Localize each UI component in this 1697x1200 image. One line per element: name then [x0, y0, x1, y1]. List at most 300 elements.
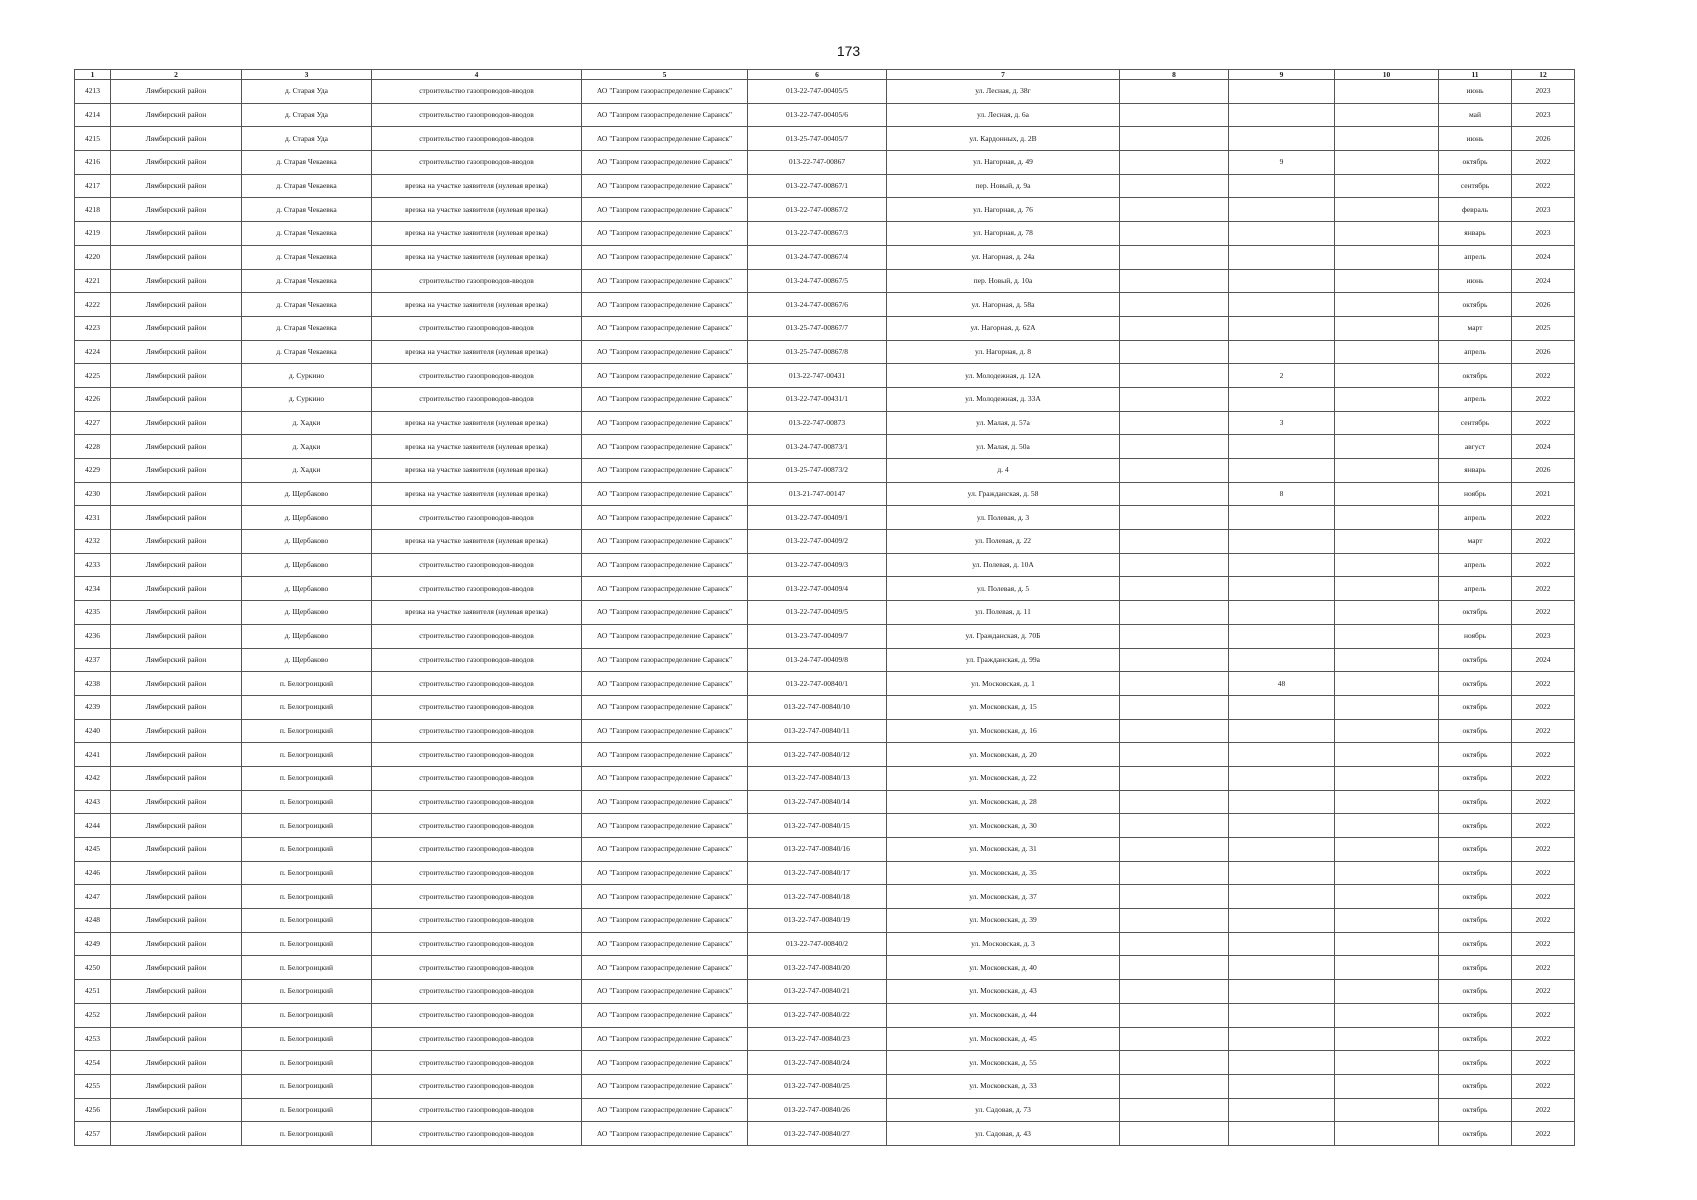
- row-number-cell: 4241: [75, 743, 111, 767]
- col10-cell: [1335, 269, 1439, 293]
- table-row: [75, 1003, 1575, 1027]
- year-cell: 2024: [1512, 648, 1575, 672]
- col10-cell: [1335, 411, 1439, 435]
- table-row: [75, 1051, 1575, 1075]
- contract-number-cell: 013-22-747-00840/19: [748, 909, 887, 933]
- col8-cell: [1120, 838, 1229, 862]
- contract-number-cell: 013-22-747-00431/1: [748, 387, 887, 411]
- work-type-cell: строительство газопроводов-вводов: [372, 695, 582, 719]
- settlement-cell: д. Хадки: [242, 435, 372, 459]
- work-type-cell: строительство газопроводов-вводов: [372, 672, 582, 696]
- work-type-cell: врезка на участке заявителя (нулевая врезка): [372, 245, 582, 269]
- district-cell: Лямбирский район: [111, 1098, 242, 1122]
- district-cell: Лямбирский район: [111, 482, 242, 506]
- settlement-cell: п. Белогроицкий: [242, 932, 372, 956]
- work-type-cell: строительство газопроводов-вводов: [372, 743, 582, 767]
- year-cell: 2022: [1512, 909, 1575, 933]
- month-cell: октябрь: [1439, 719, 1512, 743]
- col10-cell: [1335, 672, 1439, 696]
- work-type-cell: строительство газопроводов-вводов: [372, 269, 582, 293]
- district-cell: Лямбирский район: [111, 293, 242, 317]
- month-cell: октябрь: [1439, 293, 1512, 317]
- month-cell: март: [1439, 316, 1512, 340]
- col8-cell: [1120, 719, 1229, 743]
- table-row: [75, 885, 1575, 909]
- col9-cell: [1229, 1027, 1335, 1051]
- contract-number-cell: 013-22-747-00867/2: [748, 198, 887, 222]
- col10-cell: [1335, 1027, 1439, 1051]
- contract-number-cell: 013-25-747-00867/7: [748, 316, 887, 340]
- organization-cell: АО "Газпром газораспределение Саранск": [582, 577, 748, 601]
- col8-cell: [1120, 340, 1229, 364]
- table-row: [75, 1122, 1575, 1146]
- table-row: [75, 553, 1575, 577]
- month-cell: октябрь: [1439, 1027, 1512, 1051]
- table-row: [75, 198, 1575, 222]
- organization-cell: АО "Газпром газораспределение Саранск": [582, 790, 748, 814]
- organization-cell: АО "Газпром газораспределение Саранск": [582, 293, 748, 317]
- address-cell: пер. Новый, д. 9а: [887, 174, 1120, 198]
- organization-cell: АО "Газпром газораспределение Саранск": [582, 198, 748, 222]
- work-type-cell: строительство газопроводов-вводов: [372, 1122, 582, 1146]
- district-cell: Лямбирский район: [111, 838, 242, 862]
- work-type-cell: врезка на участке заявителя (нулевая врезка): [372, 174, 582, 198]
- settlement-cell: п. Белогроицкий: [242, 1122, 372, 1146]
- col8-cell: [1120, 222, 1229, 246]
- settlement-cell: д. Щербаково: [242, 530, 372, 554]
- district-cell: Лямбирский район: [111, 553, 242, 577]
- month-cell: октябрь: [1439, 814, 1512, 838]
- district-cell: Лямбирский район: [111, 269, 242, 293]
- col10-cell: [1335, 790, 1439, 814]
- col10-cell: [1335, 127, 1439, 151]
- month-cell: январь: [1439, 222, 1512, 246]
- organization-cell: АО "Газпром газораспределение Саранск": [582, 222, 748, 246]
- table-row: [75, 814, 1575, 838]
- col8-cell: [1120, 743, 1229, 767]
- work-type-cell: врезка на участке заявителя (нулевая врезка): [372, 601, 582, 625]
- month-cell: май: [1439, 103, 1512, 127]
- year-cell: 2022: [1512, 364, 1575, 388]
- col8-cell: [1120, 364, 1229, 388]
- contract-number-cell: 013-22-747-00840/26: [748, 1098, 887, 1122]
- work-type-cell: строительство газопроводов-вводов: [372, 1074, 582, 1098]
- work-type-cell: строительство газопроводов-вводов: [372, 553, 582, 577]
- month-cell: июнь: [1439, 269, 1512, 293]
- contract-number-cell: 013-24-747-00873/1: [748, 435, 887, 459]
- work-type-cell: строительство газопроводов-вводов: [372, 885, 582, 909]
- contract-number-cell: 013-22-747-00840/1: [748, 672, 887, 696]
- address-cell: ул. Гражданская, д. 58: [887, 482, 1120, 506]
- organization-cell: АО "Газпром газораспределение Саранск": [582, 387, 748, 411]
- year-cell: 2022: [1512, 861, 1575, 885]
- organization-cell: АО "Газпром газораспределение Саранск": [582, 316, 748, 340]
- district-cell: Лямбирский район: [111, 672, 242, 696]
- row-number-cell: 4252: [75, 1003, 111, 1027]
- page-number: 173: [836, 43, 861, 59]
- table-row: [75, 103, 1575, 127]
- col10-cell: [1335, 364, 1439, 388]
- address-cell: ул. Московская, д. 43: [887, 980, 1120, 1004]
- month-cell: октябрь: [1439, 648, 1512, 672]
- contract-number-cell: 013-22-747-00840/25: [748, 1074, 887, 1098]
- col9-cell: [1229, 1074, 1335, 1098]
- month-cell: сентябрь: [1439, 411, 1512, 435]
- header-cell-10: 10: [1335, 70, 1439, 80]
- col9-cell: [1229, 743, 1335, 767]
- district-cell: Лямбирский район: [111, 245, 242, 269]
- work-type-cell: врезка на участке заявителя (нулевая врезка): [372, 530, 582, 554]
- address-cell: ул. Московская, д. 39: [887, 909, 1120, 933]
- col9-cell: [1229, 861, 1335, 885]
- work-type-cell: врезка на участке заявителя (нулевая врезка): [372, 482, 582, 506]
- address-cell: ул. Нагорная, д. 58а: [887, 293, 1120, 317]
- table-row: [75, 695, 1575, 719]
- row-number-cell: 4230: [75, 482, 111, 506]
- year-cell: 2022: [1512, 885, 1575, 909]
- col9-cell: [1229, 814, 1335, 838]
- row-number-cell: 4257: [75, 1122, 111, 1146]
- col9-cell: [1229, 719, 1335, 743]
- row-number-cell: 4232: [75, 530, 111, 554]
- contract-number-cell: 013-22-747-00840/21: [748, 980, 887, 1004]
- organization-cell: АО "Газпром газораспределение Саранск": [582, 364, 748, 388]
- row-number-cell: 4237: [75, 648, 111, 672]
- work-type-cell: строительство газопроводов-вводов: [372, 861, 582, 885]
- col9-cell: [1229, 198, 1335, 222]
- col9-cell: [1229, 577, 1335, 601]
- header-cell-7: 7: [887, 70, 1120, 80]
- col8-cell: [1120, 766, 1229, 790]
- col10-cell: [1335, 435, 1439, 459]
- settlement-cell: п. Белогроицкий: [242, 719, 372, 743]
- address-cell: ул. Полевая, д. 5: [887, 577, 1120, 601]
- address-cell: ул. Полевая, д. 3: [887, 506, 1120, 530]
- month-cell: август: [1439, 435, 1512, 459]
- col9-cell: [1229, 932, 1335, 956]
- organization-cell: АО "Газпром газораспределение Саранск": [582, 269, 748, 293]
- district-cell: Лямбирский район: [111, 151, 242, 175]
- table-row: [75, 909, 1575, 933]
- district-cell: Лямбирский район: [111, 932, 242, 956]
- organization-cell: АО "Газпром газораспределение Саранск": [582, 80, 748, 104]
- header-cell-6: 6: [748, 70, 887, 80]
- settlement-cell: п. Белогроицкий: [242, 885, 372, 909]
- row-number-cell: 4227: [75, 411, 111, 435]
- col10-cell: [1335, 861, 1439, 885]
- address-cell: ул. Полевая, д. 22: [887, 530, 1120, 554]
- district-cell: Лямбирский район: [111, 364, 242, 388]
- col9-cell: [1229, 909, 1335, 933]
- year-cell: 2022: [1512, 553, 1575, 577]
- contract-number-cell: 013-22-747-00840/16: [748, 838, 887, 862]
- address-cell: ул. Московская, д. 45: [887, 1027, 1120, 1051]
- address-cell: ул. Садовая, д. 73: [887, 1098, 1120, 1122]
- address-cell: ул. Малая, д. 57а: [887, 411, 1120, 435]
- col10-cell: [1335, 340, 1439, 364]
- settlement-cell: д. Щербаково: [242, 553, 372, 577]
- settlement-cell: д. Старая Чекаевка: [242, 269, 372, 293]
- col9-cell: [1229, 766, 1335, 790]
- col9-cell: 8: [1229, 482, 1335, 506]
- contract-number-cell: 013-22-747-00840/2: [748, 932, 887, 956]
- row-number-cell: 4229: [75, 459, 111, 483]
- col10-cell: [1335, 1122, 1439, 1146]
- col10-cell: [1335, 103, 1439, 127]
- row-number-cell: 4220: [75, 245, 111, 269]
- month-cell: октябрь: [1439, 672, 1512, 696]
- work-type-cell: строительство газопроводов-вводов: [372, 1051, 582, 1075]
- contract-number-cell: 013-23-747-00409/7: [748, 624, 887, 648]
- month-cell: сентябрь: [1439, 174, 1512, 198]
- settlement-cell: п. Белогроицкий: [242, 909, 372, 933]
- district-cell: Лямбирский район: [111, 624, 242, 648]
- contract-number-cell: 013-22-747-00409/3: [748, 553, 887, 577]
- col9-cell: 9: [1229, 151, 1335, 175]
- row-number-cell: 4249: [75, 932, 111, 956]
- month-cell: октябрь: [1439, 909, 1512, 933]
- table-row: [75, 624, 1575, 648]
- settlement-cell: д. Старая Чекаевка: [242, 198, 372, 222]
- work-type-cell: строительство газопроводов-вводов: [372, 980, 582, 1004]
- col10-cell: [1335, 316, 1439, 340]
- contract-number-cell: 013-22-747-00405/5: [748, 80, 887, 104]
- year-cell: 2022: [1512, 814, 1575, 838]
- organization-cell: АО "Газпром газораспределение Саранск": [582, 648, 748, 672]
- header-cell-12: 12: [1512, 70, 1575, 80]
- address-cell: ул. Московская, д. 31: [887, 838, 1120, 862]
- header-cell-2: 2: [111, 70, 242, 80]
- settlement-cell: п. Белогроицкий: [242, 672, 372, 696]
- col10-cell: [1335, 293, 1439, 317]
- col9-cell: [1229, 174, 1335, 198]
- address-cell: ул. Московская, д. 1: [887, 672, 1120, 696]
- year-cell: 2022: [1512, 506, 1575, 530]
- col9-cell: [1229, 222, 1335, 246]
- col9-cell: [1229, 127, 1335, 151]
- table-row: [75, 151, 1575, 175]
- year-cell: 2022: [1512, 174, 1575, 198]
- settlement-cell: д. Старая Уда: [242, 80, 372, 104]
- month-cell: февраль: [1439, 198, 1512, 222]
- header-row: [75, 70, 1575, 80]
- year-cell: 2026: [1512, 127, 1575, 151]
- work-type-cell: строительство газопроводов-вводов: [372, 838, 582, 862]
- settlement-cell: п. Белогроицкий: [242, 790, 372, 814]
- row-number-cell: 4234: [75, 577, 111, 601]
- contract-number-cell: 013-25-747-00867/8: [748, 340, 887, 364]
- year-cell: 2022: [1512, 1003, 1575, 1027]
- col8-cell: [1120, 1051, 1229, 1075]
- table-row: [75, 482, 1575, 506]
- table-row: [75, 743, 1575, 767]
- settlement-cell: д. Щербаково: [242, 648, 372, 672]
- settlement-cell: п. Белогроицкий: [242, 956, 372, 980]
- settlement-cell: п. Белогроицкий: [242, 814, 372, 838]
- contract-number-cell: 013-22-747-00840/11: [748, 719, 887, 743]
- year-cell: 2022: [1512, 1098, 1575, 1122]
- col9-cell: [1229, 624, 1335, 648]
- month-cell: октябрь: [1439, 932, 1512, 956]
- header-cell-8: 8: [1120, 70, 1229, 80]
- row-number-cell: 4246: [75, 861, 111, 885]
- address-cell: ул. Нагорная, д. 8: [887, 340, 1120, 364]
- organization-cell: АО "Газпром газораспределение Саранск": [582, 980, 748, 1004]
- col10-cell: [1335, 151, 1439, 175]
- address-cell: ул. Московская, д. 3: [887, 932, 1120, 956]
- district-cell: Лямбирский район: [111, 530, 242, 554]
- row-number-cell: 4221: [75, 269, 111, 293]
- col10-cell: [1335, 743, 1439, 767]
- district-cell: Лямбирский район: [111, 340, 242, 364]
- work-type-cell: строительство газопроводов-вводов: [372, 814, 582, 838]
- organization-cell: АО "Газпром газораспределение Саранск": [582, 1074, 748, 1098]
- col8-cell: [1120, 932, 1229, 956]
- col8-cell: [1120, 956, 1229, 980]
- settlement-cell: д. Старая Чекаевка: [242, 340, 372, 364]
- organization-cell: АО "Газпром газораспределение Саранск": [582, 411, 748, 435]
- contract-number-cell: 013-22-747-00409/5: [748, 601, 887, 625]
- col8-cell: [1120, 577, 1229, 601]
- district-cell: Лямбирский район: [111, 577, 242, 601]
- month-cell: октябрь: [1439, 861, 1512, 885]
- col10-cell: [1335, 506, 1439, 530]
- address-cell: ул. Полевая, д. 11: [887, 601, 1120, 625]
- col10-cell: [1335, 174, 1439, 198]
- registry-table: [74, 69, 1575, 1146]
- col10-cell: [1335, 482, 1439, 506]
- contract-number-cell: 013-22-747-00409/2: [748, 530, 887, 554]
- table-row: [75, 506, 1575, 530]
- col9-cell: [1229, 459, 1335, 483]
- col10-cell: [1335, 980, 1439, 1004]
- table-row: [75, 601, 1575, 625]
- settlement-cell: п. Белогроицкий: [242, 1074, 372, 1098]
- row-number-cell: 4250: [75, 956, 111, 980]
- year-cell: 2024: [1512, 269, 1575, 293]
- contract-number-cell: 013-22-747-00840/10: [748, 695, 887, 719]
- month-cell: январь: [1439, 459, 1512, 483]
- contract-number-cell: 013-24-747-00867/5: [748, 269, 887, 293]
- year-cell: 2022: [1512, 387, 1575, 411]
- month-cell: октябрь: [1439, 601, 1512, 625]
- organization-cell: АО "Газпром газораспределение Саранск": [582, 482, 748, 506]
- row-number-cell: 4242: [75, 766, 111, 790]
- district-cell: Лямбирский район: [111, 885, 242, 909]
- address-cell: ул. Московская, д. 35: [887, 861, 1120, 885]
- year-cell: 2023: [1512, 222, 1575, 246]
- district-cell: Лямбирский район: [111, 1027, 242, 1051]
- district-cell: Лямбирский район: [111, 1074, 242, 1098]
- year-cell: 2023: [1512, 624, 1575, 648]
- col10-cell: [1335, 245, 1439, 269]
- col10-cell: [1335, 909, 1439, 933]
- col10-cell: [1335, 932, 1439, 956]
- year-cell: 2022: [1512, 151, 1575, 175]
- settlement-cell: д. Старая Чекаевка: [242, 222, 372, 246]
- year-cell: 2022: [1512, 980, 1575, 1004]
- col8-cell: [1120, 198, 1229, 222]
- row-number-cell: 4228: [75, 435, 111, 459]
- month-cell: октябрь: [1439, 1003, 1512, 1027]
- col8-cell: [1120, 814, 1229, 838]
- month-cell: ноябрь: [1439, 624, 1512, 648]
- row-number-cell: 4235: [75, 601, 111, 625]
- contract-number-cell: 013-22-747-00867/1: [748, 174, 887, 198]
- settlement-cell: п. Белогроицкий: [242, 1027, 372, 1051]
- address-cell: ул. Нагорная, д. 76: [887, 198, 1120, 222]
- col8-cell: [1120, 1003, 1229, 1027]
- row-number-cell: 4231: [75, 506, 111, 530]
- district-cell: Лямбирский район: [111, 1003, 242, 1027]
- month-cell: октябрь: [1439, 1122, 1512, 1146]
- address-cell: ул. Московская, д. 33: [887, 1074, 1120, 1098]
- contract-number-cell: 013-25-747-00873/2: [748, 459, 887, 483]
- address-cell: ул. Лесная, д. 6а: [887, 103, 1120, 127]
- work-type-cell: строительство газопроводов-вводов: [372, 151, 582, 175]
- col10-cell: [1335, 956, 1439, 980]
- row-number-cell: 4223: [75, 316, 111, 340]
- row-number-cell: 4245: [75, 838, 111, 862]
- col8-cell: [1120, 530, 1229, 554]
- organization-cell: АО "Газпром газораспределение Саранск": [582, 340, 748, 364]
- col8-cell: [1120, 459, 1229, 483]
- col10-cell: [1335, 553, 1439, 577]
- work-type-cell: строительство газопроводов-вводов: [372, 766, 582, 790]
- organization-cell: АО "Газпром газораспределение Саранск": [582, 695, 748, 719]
- settlement-cell: п. Белогроицкий: [242, 743, 372, 767]
- month-cell: апрель: [1439, 245, 1512, 269]
- table-row: [75, 340, 1575, 364]
- year-cell: 2023: [1512, 103, 1575, 127]
- year-cell: 2022: [1512, 790, 1575, 814]
- organization-cell: АО "Газпром газораспределение Саранск": [582, 766, 748, 790]
- year-cell: 2022: [1512, 838, 1575, 862]
- address-cell: ул. Московская, д. 28: [887, 790, 1120, 814]
- table-row: [75, 222, 1575, 246]
- organization-cell: АО "Газпром газораспределение Саранск": [582, 601, 748, 625]
- settlement-cell: п. Белогроицкий: [242, 1098, 372, 1122]
- organization-cell: АО "Газпром газораспределение Саранск": [582, 459, 748, 483]
- district-cell: Лямбирский район: [111, 80, 242, 104]
- row-number-cell: 4253: [75, 1027, 111, 1051]
- work-type-cell: строительство газопроводов-вводов: [372, 790, 582, 814]
- district-cell: Лямбирский район: [111, 766, 242, 790]
- col8-cell: [1120, 790, 1229, 814]
- table-row: [75, 174, 1575, 198]
- address-cell: ул. Московская, д. 22: [887, 766, 1120, 790]
- address-cell: ул. Гражданская, д. 70Б: [887, 624, 1120, 648]
- organization-cell: АО "Газпром газораспределение Саранск": [582, 151, 748, 175]
- address-cell: ул. Московская, д. 44: [887, 1003, 1120, 1027]
- col10-cell: [1335, 719, 1439, 743]
- col9-cell: [1229, 340, 1335, 364]
- year-cell: 2022: [1512, 1074, 1575, 1098]
- settlement-cell: д. Щербаково: [242, 624, 372, 648]
- year-cell: 2022: [1512, 1027, 1575, 1051]
- district-cell: Лямбирский район: [111, 648, 242, 672]
- table-row: [75, 364, 1575, 388]
- organization-cell: АО "Газпром газораспределение Саранск": [582, 956, 748, 980]
- contract-number-cell: 013-22-747-00840/27: [748, 1122, 887, 1146]
- district-cell: Лямбирский район: [111, 980, 242, 1004]
- col10-cell: [1335, 838, 1439, 862]
- organization-cell: АО "Газпром газораспределение Саранск": [582, 174, 748, 198]
- col8-cell: [1120, 80, 1229, 104]
- work-type-cell: врезка на участке заявителя (нулевая врезка): [372, 411, 582, 435]
- col8-cell: [1120, 885, 1229, 909]
- settlement-cell: д. Щербаково: [242, 601, 372, 625]
